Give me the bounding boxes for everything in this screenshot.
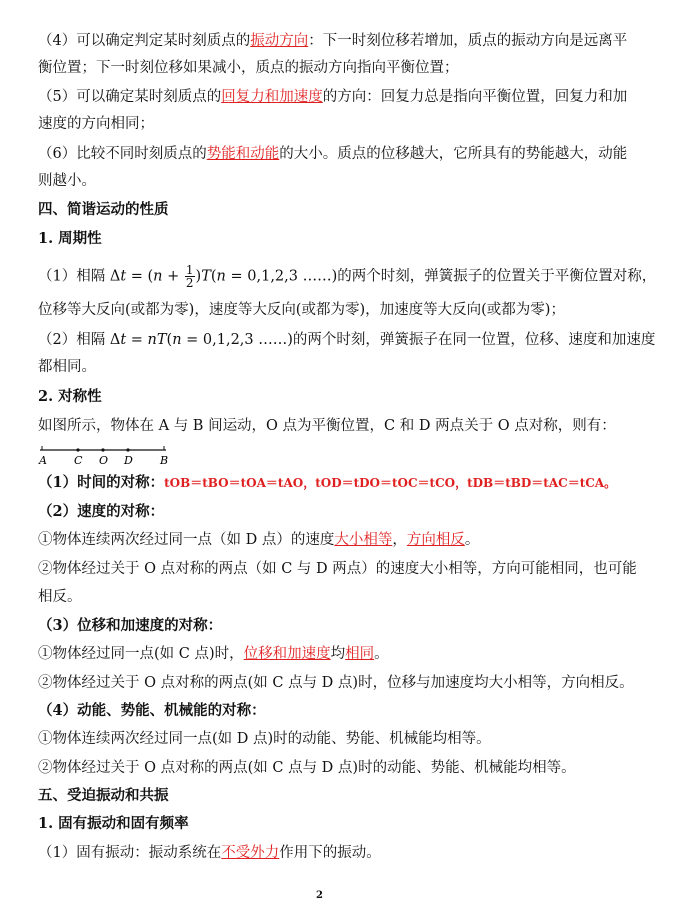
item-heading: （3）位移和加速度的对称： <box>38 617 223 634</box>
axis-label-b: B <box>160 454 169 467</box>
highlight-text: 势能和动能 <box>206 146 280 162</box>
text-line <box>38 730 491 748</box>
text: 都相同。 <box>38 359 96 375</box>
text-line <box>38 417 616 435</box>
text: 如图所示，物体在 A 与 B 间运动，O 点为平衡位置，C 和 D 两点关于 O 点对称，则有： <box>38 418 616 434</box>
text-line <box>38 844 381 862</box>
text-line <box>38 88 627 106</box>
text: 。 <box>374 646 389 662</box>
text-line <box>38 560 637 578</box>
section-heading: 五、受迫振动和共振 <box>38 787 169 804</box>
text: ②物体经过关于 O 点对称的两点(如 C 点与 D 点)时的动能、势能、机械能均相等。 <box>38 760 576 776</box>
highlight-text: 回复力和加速度 <box>221 89 323 105</box>
text-line <box>38 531 479 549</box>
text-line <box>38 358 96 376</box>
formula-line <box>38 264 656 289</box>
formula-line <box>38 331 655 349</box>
text-line <box>38 474 616 492</box>
math-var: n <box>153 268 163 285</box>
math-var: n <box>172 332 182 348</box>
highlight-text: 相同 <box>345 646 375 662</box>
text: 则越小。 <box>38 173 96 189</box>
page-number: 2 <box>316 890 323 901</box>
text: ①物体经过同一点(如 C 点)时， <box>38 646 244 662</box>
text: （5）可以确定某时刻质点的 <box>38 89 222 105</box>
text: ：下一时刻位移若增加，质点的振动方向是远离平 <box>308 33 628 49</box>
text: 的方向：回复力总是指向平衡位置，回复力和加 <box>322 89 628 105</box>
text: = ( <box>126 268 154 285</box>
item-heading: （2）速度的对称： <box>38 503 165 520</box>
text: ， <box>392 532 407 548</box>
text: ( <box>166 332 173 348</box>
math-var: t <box>120 268 127 285</box>
position-axis-diagram <box>38 443 178 467</box>
text-line <box>38 759 576 777</box>
math-var: n <box>216 268 226 285</box>
text: 衡位置；下一时刻位移如果减小，质点的振动方向指向平衡位置； <box>38 60 459 76</box>
time-symmetry-formula: tOB＝tBO＝tOA＝tAO，tOD＝tDO＝tOC＝tCO，tDB＝tBD＝tAC＝tCA。 <box>164 476 617 490</box>
point-o <box>101 448 104 451</box>
text-line <box>38 145 627 163</box>
point-d <box>126 448 129 451</box>
math-var: t <box>120 332 127 348</box>
math-var: T <box>201 268 211 285</box>
text: （4）可以确定判定某时刻质点的 <box>38 33 251 49</box>
text: 的大小。质点的位移越大，它所具有的势能越大，动能 <box>279 146 628 162</box>
subsection-heading: 2. 对称性 <box>38 388 102 405</box>
text: 。 <box>464 532 480 548</box>
text-line <box>38 588 82 606</box>
highlight-text: 方向相反 <box>406 532 465 548</box>
text: （1）相隔 Δ <box>38 268 121 285</box>
subsection-heading: 1. 周期性 <box>38 230 102 247</box>
text-line <box>38 32 627 50</box>
text: ( <box>210 268 217 285</box>
text: 速度的方向相同； <box>38 116 154 132</box>
axis-label-d: D <box>124 454 133 467</box>
text-line <box>38 645 389 663</box>
text: ①物体连续两次经过同一点(如 D 点)时的动能、势能、机械能均相等。 <box>38 731 491 747</box>
text: ②物体经过关于 O 点对称的两点(如 C 点与 D 点)时，位移与加速度均大小相等，方向相反。 <box>38 675 634 691</box>
axis-label-c: C <box>74 454 83 467</box>
text-line <box>38 674 634 692</box>
text: + <box>162 268 184 285</box>
axis-label-o: O <box>99 454 109 467</box>
text: 均 <box>330 646 346 662</box>
highlight-text: 大小相等 <box>334 532 393 548</box>
text-line <box>38 301 565 319</box>
text-line <box>38 172 96 190</box>
point-c <box>76 448 79 451</box>
text: （6）比较不同时刻质点的 <box>38 146 207 162</box>
text: ①物体连续两次经过同一点（如 D 点）的速度 <box>38 532 335 548</box>
text: ) <box>195 268 202 285</box>
text: 位移等大反向(或都为零)，速度等大反向(或都为零)，加速度等大反向(或都为零)； <box>38 302 565 318</box>
text: （2）相隔 Δ <box>38 332 121 348</box>
fraction <box>185 264 195 289</box>
text: 相反。 <box>38 589 82 605</box>
item-heading: （4）动能、势能、机械能的对称： <box>38 702 266 719</box>
item-heading: （1）时间的对称： <box>38 474 165 491</box>
text: = 0,1,2,3 ……)的两个时刻，弹簧振子的位置关于平衡位置对称， <box>225 268 657 285</box>
highlight-text: 位移和加速度 <box>243 646 331 662</box>
fraction-numerator: 1 <box>185 263 194 277</box>
text-line <box>38 59 459 77</box>
section-heading: 四、简谐运动的性质 <box>38 201 169 218</box>
text: = 0,1,2,3 ……)的两个时刻，弹簧振子在同一位置，位移、速度和加速度 <box>181 332 656 348</box>
subsection-heading: 1. 固有振动和固有频率 <box>38 815 189 832</box>
text: ②物体经过关于 O 点对称的两点（如 C 与 D 两点）的速度大小相等，方向可能相同，也可能 <box>38 561 637 577</box>
text-line <box>38 115 154 133</box>
text: = <box>126 332 148 348</box>
math-var: nT <box>147 332 167 348</box>
text: （1）固有振动：振动系统在 <box>38 845 222 861</box>
axis-label-a: A <box>39 454 47 467</box>
highlight-text: 振动方向 <box>250 33 309 49</box>
text: 作用下的振动。 <box>279 845 381 861</box>
highlight-text: 不受外力 <box>221 845 280 861</box>
fraction-denominator: 2 <box>185 276 194 290</box>
